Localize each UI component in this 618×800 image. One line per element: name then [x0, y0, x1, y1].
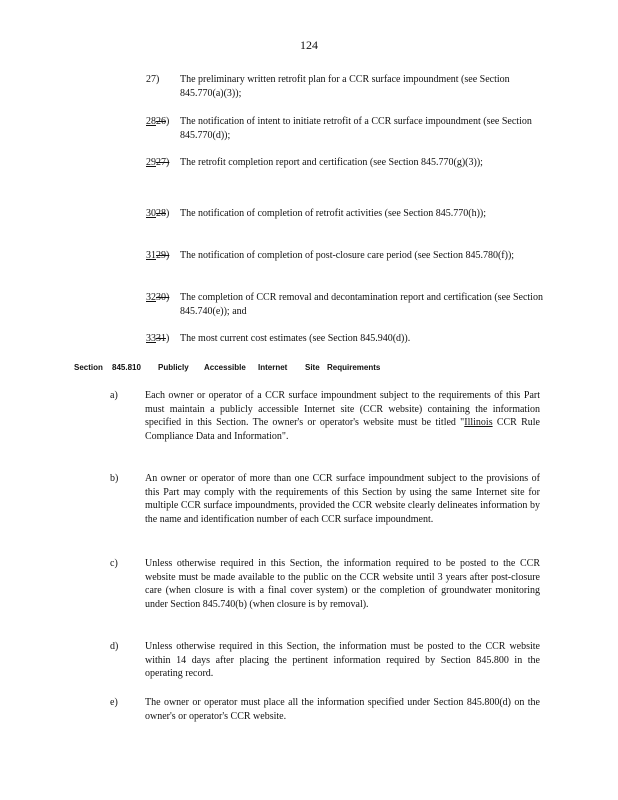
heading-word: Internet [258, 363, 288, 372]
item-number [146, 291, 180, 305]
item-text: The completion of CCR removal and decontamination report and certification (see Section 845.740(e)); and [180, 292, 543, 317]
inserted-number: 28 [146, 116, 156, 127]
paragraph-label: d) [110, 641, 119, 652]
item-number [146, 249, 180, 263]
heading-word: Requirements [327, 363, 381, 372]
item-text: The preliminary written retrofit plan for a CCR surface impoundment (see Section 845.770(a)(3)); [180, 74, 510, 99]
item-number: 27) [146, 74, 160, 85]
deleted-number: 31 [156, 333, 166, 344]
item-text: The notification of intent to initiate retrofit of a CCR surface impoundment (see Section 845.770(d)); [180, 116, 532, 141]
inserted-number: 33 [146, 333, 156, 344]
inserted-number: 31 [146, 250, 156, 261]
paragraph-label: b) [110, 473, 119, 484]
paragraph-text: Each owner or operator of a CCR surface impoundment subject to the requirements of this Part must maintain a publicly accessible Internet site (CCR website) containing the information specified in this Section. The owner's or operator's website must be titled "Illinois CCR Rule Compliance Data and Information". [145, 390, 540, 442]
item-text: The most current cost estimates (see Section 845.940(d)). [180, 333, 411, 344]
deleted-number: 27) [156, 157, 170, 168]
item-text: The notification of completion of post-closure care period (see Section 845.780(f)); [180, 250, 515, 261]
heading-word: Site [305, 363, 320, 372]
item-number [146, 156, 180, 170]
inserted-number: 32 [146, 292, 156, 303]
item-text: The retrofit completion report and certification (see Section 845.770(g)(3)); [180, 157, 483, 168]
inserted-text: Illinois [464, 417, 493, 428]
deleted-number: 30) [156, 292, 170, 303]
deleted-number: 28 [156, 208, 166, 219]
paragraph-label: e) [110, 697, 118, 708]
section-number: 845.810 [112, 363, 141, 372]
item-number: 3331) [146, 333, 170, 344]
inserted-number: 29 [146, 157, 156, 168]
deleted-number: 29) [156, 250, 170, 261]
item-number: 2826) [146, 116, 170, 127]
paragraph-label: c) [110, 558, 118, 569]
paragraph-text: Unless otherwise required in this Section, the information required to be posted to the CCR website must be made available to the public on the CCR website until 3 years after post-closure care (when closure is with a final cover system) or the completion of groundwater monitoring under Section 845.740(b) (when closure is by removal). [145, 558, 540, 610]
page-number: 124 [300, 38, 318, 52]
paragraph-text: Unless otherwise required in this Section, the information must be posted to the CCR website within 14 days after placing the pertinent information required by Section 845.800 in the operating record. [145, 641, 540, 679]
heading-word: Accessible [204, 363, 246, 372]
heading-word: Publicly [158, 363, 189, 372]
item-number: 3028) [146, 208, 170, 219]
deleted-number: 26 [156, 116, 166, 127]
paragraph-label: a) [110, 390, 118, 401]
paragraph-text: An owner or operator of more than one CCR surface impoundment subject to the provisions of this Part may comply with the requirements of this Section by using the same Internet site for multiple CCR surface impoundments, provided the CCR website clearly delineates information by the name and identification number of each CCR surface impoundment. [145, 473, 540, 525]
section-label: Section [74, 363, 103, 372]
inserted-number: 30 [146, 208, 156, 219]
paragraph-text: The owner or operator must place all the information specified under Section 845.800(d) on the owner's or operator's CCR website. [145, 697, 540, 722]
item-text: The notification of completion of retrofit activities (see Section 845.770(h)); [180, 208, 487, 219]
